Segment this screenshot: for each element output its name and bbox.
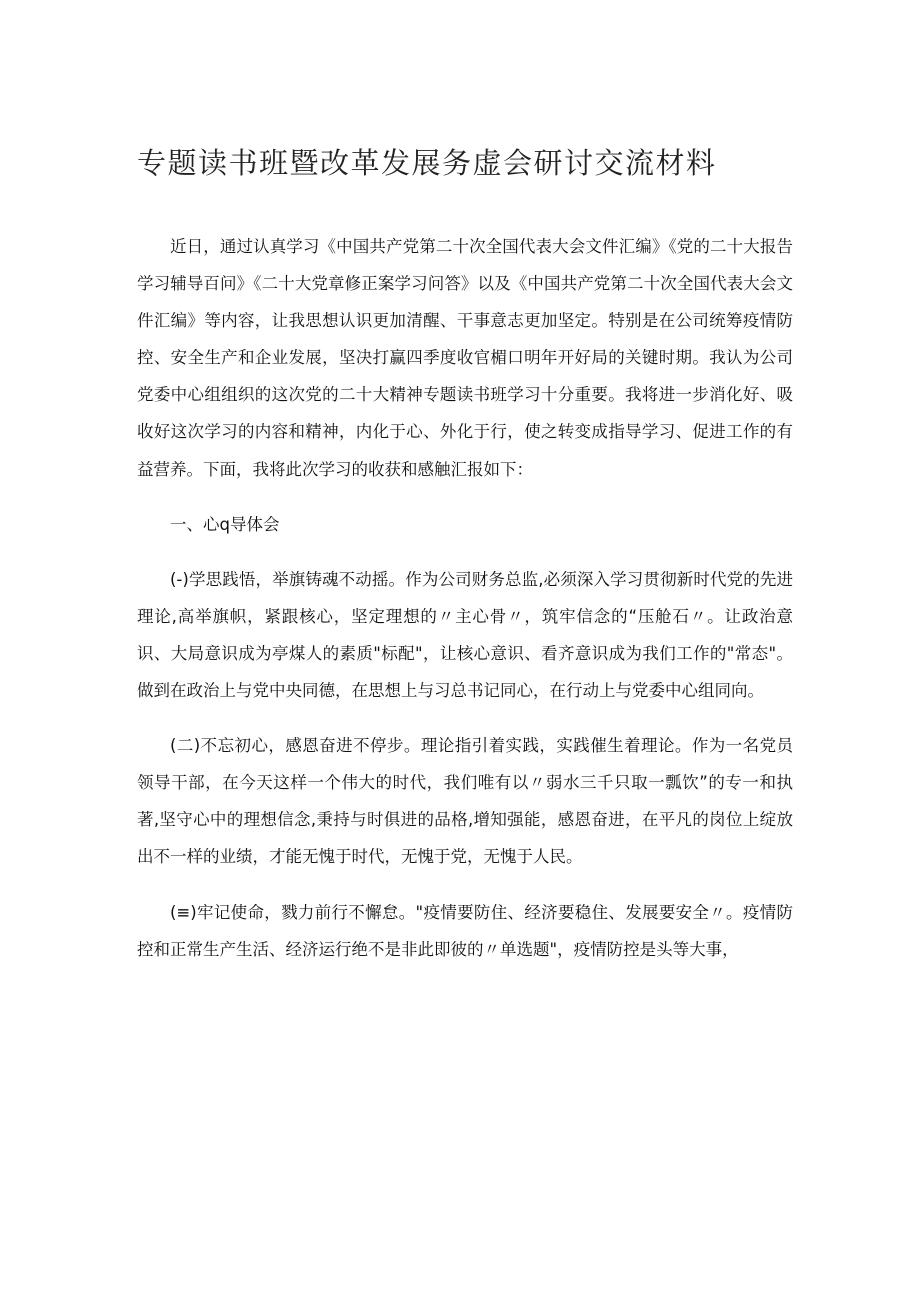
intro-paragraph: 近日，通过认真学习《中国共产党第二十次全国代表大会文件汇编》《党的二十大报告学习辅导百问》《二十大党章修正案学习问答》以及《中国共产党第二十次全国代表大会文件汇编》等内容，让我思想认识更加清醒、干事意志更加坚定。特别是在公司统筹疫情防控、安全生产和企业发展，坚决打赢四季度收官楣口明年开好局的关键时期。我认为公司党委中心组组织的这次党的二十大精神专题读书班学习十分重要。我将进一步消化好、吸收好这次学习的内容和精神，内化于心、外化于行，使之转变成指导学习、促进工作的有益营养。下面，我将此次学习的收获和感触汇报如下： [137,237,793,479]
item-paragraph-2: (二)不忘初心，感恩奋进不停步。理论指引着实践，实践催生着理论。作为一名党员领导干部，在今天这样一个伟大的时代，我们唯有以〃弱水三千只取一瓢饮”的专一和执著,坚守心中的理想信念,秉持与时俱进的品格,增知强能，感恩奋进，在平凡的岗位上绽放出不一样的业绩，才能无愧于时代，无愧于党，无愧于人民。 [137,736,793,867]
document-title: 专题读书班暨改革发展务虚会研讨交流材料 [137,146,717,180]
section-heading: 一、心q导体会 [170,514,280,534]
item-paragraph-3: (≡)牢记使命，戮力前行不懈怠。"疫情要防住、经济要稳住、发展要安全〃。疫情防控和正常生产生活、经济运行绝不是非此即彼的〃单选题"，疫情防控是头等大事， [137,902,793,959]
item-paragraph-1: (-)学思践悟，举旗铸魂不动摇。作为公司财务总监,必须深入学习贯彻新时代党的先进理论,高举旗帜，紧跟核心，坚定理想的〃主心骨〃，筑牢信念的“压舱石〃。让政治意识、大局意识成为亭煤人的素质"标配"，让核心意识、看齐意识成为我们工作的"常态"。做到在政治上与党中央同德，在思想上与习总书记同心，在行动上与党委中心组同向。 [137,569,793,701]
document-body [137,228,793,986]
